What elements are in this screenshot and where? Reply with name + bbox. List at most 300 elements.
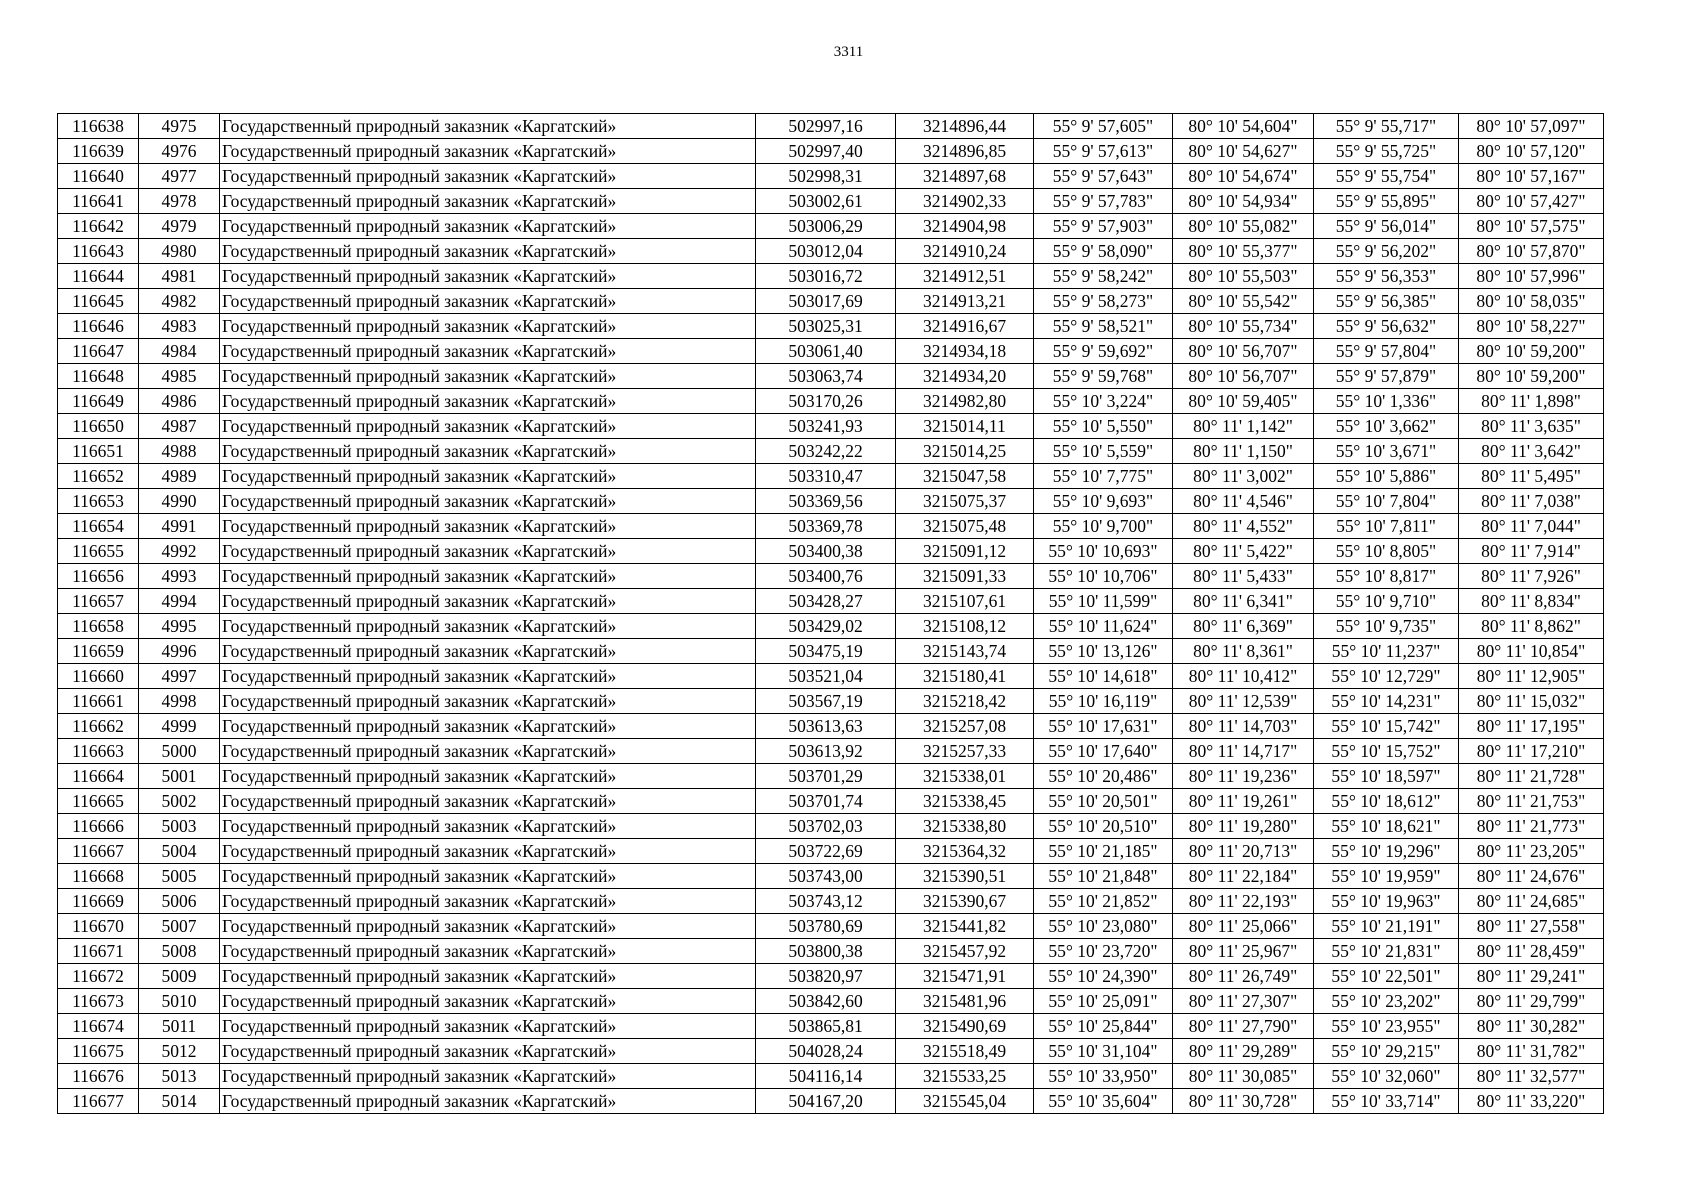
point-number-cell: 4997	[139, 664, 220, 689]
table-row	[58, 664, 1604, 689]
name-cell: Государственный природный заказник «Каргатский»	[220, 1039, 756, 1064]
longitude-1-cell: 80° 11' 6,341"	[1173, 589, 1314, 614]
name-cell: Государственный природный заказник «Каргатский»	[220, 1064, 756, 1089]
latitude-2-cell: 55° 10' 18,612"	[1314, 789, 1459, 814]
record-id-cell: 116665	[58, 789, 139, 814]
longitude-1-cell: 80° 10' 54,934"	[1173, 189, 1314, 214]
latitude-2-cell: 55° 10' 18,597"	[1314, 764, 1459, 789]
point-number-cell: 5008	[139, 939, 220, 964]
point-number-cell: 4998	[139, 689, 220, 714]
longitude-2-cell: 80° 11' 21,753"	[1459, 789, 1604, 814]
x-coordinate-cell: 503400,38	[756, 539, 896, 564]
longitude-2-cell: 80° 11' 12,905"	[1459, 664, 1604, 689]
longitude-2-cell: 80° 10' 57,120"	[1459, 139, 1604, 164]
record-id-cell: 116642	[58, 214, 139, 239]
table-row	[58, 789, 1604, 814]
point-number-cell: 4993	[139, 564, 220, 589]
longitude-1-cell: 80° 10' 55,082"	[1173, 214, 1314, 239]
longitude-2-cell: 80° 11' 29,799"	[1459, 989, 1604, 1014]
point-number-cell: 4984	[139, 339, 220, 364]
y-coordinate-cell: 3215338,01	[896, 764, 1034, 789]
latitude-1-cell: 55° 10' 3,224"	[1034, 389, 1173, 414]
latitude-2-cell: 55° 10' 23,955"	[1314, 1014, 1459, 1039]
y-coordinate-cell: 3215338,80	[896, 814, 1034, 839]
point-number-cell: 4988	[139, 439, 220, 464]
x-coordinate-cell: 503061,40	[756, 339, 896, 364]
longitude-2-cell: 80° 11' 8,834"	[1459, 589, 1604, 614]
longitude-2-cell: 80° 11' 24,685"	[1459, 889, 1604, 914]
table-row	[58, 814, 1604, 839]
table-row	[58, 414, 1604, 439]
latitude-2-cell: 55° 10' 1,336"	[1314, 389, 1459, 414]
longitude-1-cell: 80° 11' 25,066"	[1173, 914, 1314, 939]
x-coordinate-cell: 504116,14	[756, 1064, 896, 1089]
x-coordinate-cell: 503400,76	[756, 564, 896, 589]
y-coordinate-cell: 3214912,51	[896, 264, 1034, 289]
longitude-2-cell: 80° 10' 58,227"	[1459, 314, 1604, 339]
longitude-1-cell: 80° 11' 22,193"	[1173, 889, 1314, 914]
x-coordinate-cell: 503241,93	[756, 414, 896, 439]
latitude-2-cell: 55° 9' 57,804"	[1314, 339, 1459, 364]
table-row	[58, 214, 1604, 239]
y-coordinate-cell: 3215481,96	[896, 989, 1034, 1014]
x-coordinate-cell: 503016,72	[756, 264, 896, 289]
record-id-cell: 116657	[58, 589, 139, 614]
latitude-2-cell: 55° 9' 55,725"	[1314, 139, 1459, 164]
longitude-2-cell: 80° 11' 3,635"	[1459, 414, 1604, 439]
latitude-2-cell: 55° 9' 57,879"	[1314, 364, 1459, 389]
latitude-1-cell: 55° 9' 57,783"	[1034, 189, 1173, 214]
y-coordinate-cell: 3214913,21	[896, 289, 1034, 314]
name-cell: Государственный природный заказник «Каргатский»	[220, 439, 756, 464]
table-row	[58, 839, 1604, 864]
record-id-cell: 116651	[58, 439, 139, 464]
longitude-2-cell: 80° 11' 32,577"	[1459, 1064, 1604, 1089]
point-number-cell: 5001	[139, 764, 220, 789]
table-row	[58, 589, 1604, 614]
latitude-1-cell: 55° 10' 16,119"	[1034, 689, 1173, 714]
latitude-2-cell: 55° 9' 55,895"	[1314, 189, 1459, 214]
table-row	[58, 614, 1604, 639]
longitude-2-cell: 80° 11' 31,782"	[1459, 1039, 1604, 1064]
latitude-2-cell: 55° 10' 21,831"	[1314, 939, 1459, 964]
y-coordinate-cell: 3215518,49	[896, 1039, 1034, 1064]
y-coordinate-cell: 3215257,08	[896, 714, 1034, 739]
point-number-cell: 4981	[139, 264, 220, 289]
record-id-cell: 116661	[58, 689, 139, 714]
latitude-2-cell: 55° 10' 3,671"	[1314, 439, 1459, 464]
point-number-cell: 5004	[139, 839, 220, 864]
y-coordinate-cell: 3214934,20	[896, 364, 1034, 389]
point-number-cell: 4979	[139, 214, 220, 239]
longitude-2-cell: 80° 11' 27,558"	[1459, 914, 1604, 939]
x-coordinate-cell: 502997,40	[756, 139, 896, 164]
table-row	[58, 439, 1604, 464]
latitude-1-cell: 55° 10' 10,693"	[1034, 539, 1173, 564]
coordinates-table	[57, 113, 1604, 1114]
latitude-1-cell: 55° 10' 21,852"	[1034, 889, 1173, 914]
record-id-cell: 116653	[58, 489, 139, 514]
y-coordinate-cell: 3215490,69	[896, 1014, 1034, 1039]
table-row	[58, 564, 1604, 589]
longitude-1-cell: 80° 11' 30,728"	[1173, 1089, 1314, 1114]
latitude-2-cell: 55° 10' 23,202"	[1314, 989, 1459, 1014]
longitude-1-cell: 80° 11' 19,280"	[1173, 814, 1314, 839]
latitude-1-cell: 55° 10' 21,848"	[1034, 864, 1173, 889]
name-cell: Государственный природный заказник «Каргатский»	[220, 364, 756, 389]
table-row	[58, 689, 1604, 714]
table-row	[58, 1039, 1604, 1064]
point-number-cell: 5005	[139, 864, 220, 889]
longitude-2-cell: 80° 11' 8,862"	[1459, 614, 1604, 639]
point-number-cell: 4992	[139, 539, 220, 564]
table-row	[58, 464, 1604, 489]
longitude-1-cell: 80° 11' 6,369"	[1173, 614, 1314, 639]
longitude-2-cell: 80° 10' 57,097"	[1459, 114, 1604, 139]
longitude-1-cell: 80° 11' 19,236"	[1173, 764, 1314, 789]
name-cell: Государственный природный заказник «Каргатский»	[220, 689, 756, 714]
table-row	[58, 389, 1604, 414]
y-coordinate-cell: 3214934,18	[896, 339, 1034, 364]
longitude-1-cell: 80° 10' 54,604"	[1173, 114, 1314, 139]
longitude-1-cell: 80° 11' 12,539"	[1173, 689, 1314, 714]
x-coordinate-cell: 503820,97	[756, 964, 896, 989]
x-coordinate-cell: 503865,81	[756, 1014, 896, 1039]
record-id-cell: 116673	[58, 989, 139, 1014]
y-coordinate-cell: 3214916,67	[896, 314, 1034, 339]
x-coordinate-cell: 503475,19	[756, 639, 896, 664]
longitude-2-cell: 80° 11' 28,459"	[1459, 939, 1604, 964]
name-cell: Государственный природный заказник «Каргатский»	[220, 864, 756, 889]
y-coordinate-cell: 3215390,51	[896, 864, 1034, 889]
name-cell: Государственный природный заказник «Каргатский»	[220, 789, 756, 814]
latitude-1-cell: 55° 10' 17,640"	[1034, 739, 1173, 764]
longitude-1-cell: 80° 11' 5,433"	[1173, 564, 1314, 589]
y-coordinate-cell: 3215218,42	[896, 689, 1034, 714]
latitude-1-cell: 55° 10' 20,510"	[1034, 814, 1173, 839]
y-coordinate-cell: 3215075,48	[896, 514, 1034, 539]
name-cell: Государственный природный заказник «Каргатский»	[220, 589, 756, 614]
name-cell: Государственный природный заказник «Каргатский»	[220, 739, 756, 764]
latitude-2-cell: 55° 10' 19,296"	[1314, 839, 1459, 864]
point-number-cell: 4978	[139, 189, 220, 214]
x-coordinate-cell: 503743,12	[756, 889, 896, 914]
point-number-cell: 5009	[139, 964, 220, 989]
name-cell: Государственный природный заказник «Каргатский»	[220, 1089, 756, 1114]
x-coordinate-cell: 502997,16	[756, 114, 896, 139]
table-row	[58, 914, 1604, 939]
name-cell: Государственный природный заказник «Каргатский»	[220, 389, 756, 414]
latitude-2-cell: 55° 10' 18,621"	[1314, 814, 1459, 839]
name-cell: Государственный природный заказник «Каргатский»	[220, 414, 756, 439]
x-coordinate-cell: 503842,60	[756, 989, 896, 1014]
name-cell: Государственный природный заказник «Каргатский»	[220, 189, 756, 214]
longitude-2-cell: 80° 11' 17,210"	[1459, 739, 1604, 764]
latitude-1-cell: 55° 10' 23,080"	[1034, 914, 1173, 939]
record-id-cell: 116646	[58, 314, 139, 339]
latitude-2-cell: 55° 10' 15,742"	[1314, 714, 1459, 739]
longitude-2-cell: 80° 11' 5,495"	[1459, 464, 1604, 489]
record-id-cell: 116672	[58, 964, 139, 989]
x-coordinate-cell: 503701,29	[756, 764, 896, 789]
latitude-1-cell: 55° 9' 59,692"	[1034, 339, 1173, 364]
point-number-cell: 5012	[139, 1039, 220, 1064]
x-coordinate-cell: 503780,69	[756, 914, 896, 939]
longitude-1-cell: 80° 11' 27,790"	[1173, 1014, 1314, 1039]
latitude-1-cell: 55° 9' 57,613"	[1034, 139, 1173, 164]
latitude-1-cell: 55° 10' 24,390"	[1034, 964, 1173, 989]
y-coordinate-cell: 3215075,37	[896, 489, 1034, 514]
longitude-2-cell: 80° 11' 7,926"	[1459, 564, 1604, 589]
point-number-cell: 5014	[139, 1089, 220, 1114]
x-coordinate-cell: 503613,63	[756, 714, 896, 739]
y-coordinate-cell: 3215441,82	[896, 914, 1034, 939]
x-coordinate-cell: 503170,26	[756, 389, 896, 414]
table-row	[58, 264, 1604, 289]
name-cell: Государственный природный заказник «Каргатский»	[220, 889, 756, 914]
x-coordinate-cell: 503701,74	[756, 789, 896, 814]
latitude-1-cell: 55° 9' 58,090"	[1034, 239, 1173, 264]
latitude-1-cell: 55° 10' 9,700"	[1034, 514, 1173, 539]
longitude-1-cell: 80° 11' 19,261"	[1173, 789, 1314, 814]
record-id-cell: 116647	[58, 339, 139, 364]
latitude-1-cell: 55° 9' 58,521"	[1034, 314, 1173, 339]
latitude-1-cell: 55° 9' 57,903"	[1034, 214, 1173, 239]
record-id-cell: 116677	[58, 1089, 139, 1114]
record-id-cell: 116645	[58, 289, 139, 314]
latitude-2-cell: 55° 10' 7,804"	[1314, 489, 1459, 514]
table-row	[58, 539, 1604, 564]
table-row	[58, 989, 1604, 1014]
longitude-1-cell: 80° 11' 14,717"	[1173, 739, 1314, 764]
record-id-cell: 116648	[58, 364, 139, 389]
longitude-1-cell: 80° 11' 27,307"	[1173, 989, 1314, 1014]
longitude-1-cell: 80° 10' 56,707"	[1173, 339, 1314, 364]
latitude-2-cell: 55° 9' 56,202"	[1314, 239, 1459, 264]
name-cell: Государственный природный заказник «Каргатский»	[220, 1014, 756, 1039]
table-row	[58, 364, 1604, 389]
longitude-2-cell: 80° 11' 7,038"	[1459, 489, 1604, 514]
latitude-2-cell: 55° 10' 5,886"	[1314, 464, 1459, 489]
latitude-1-cell: 55° 10' 5,550"	[1034, 414, 1173, 439]
longitude-2-cell: 80° 11' 30,282"	[1459, 1014, 1604, 1039]
x-coordinate-cell: 504028,24	[756, 1039, 896, 1064]
latitude-1-cell: 55° 9' 59,768"	[1034, 364, 1173, 389]
y-coordinate-cell: 3215471,91	[896, 964, 1034, 989]
longitude-1-cell: 80° 11' 8,361"	[1173, 639, 1314, 664]
longitude-1-cell: 80° 10' 54,627"	[1173, 139, 1314, 164]
point-number-cell: 4975	[139, 114, 220, 139]
table-row	[58, 114, 1604, 139]
x-coordinate-cell: 503002,61	[756, 189, 896, 214]
longitude-1-cell: 80° 11' 1,142"	[1173, 414, 1314, 439]
latitude-1-cell: 55° 10' 33,950"	[1034, 1064, 1173, 1089]
x-coordinate-cell: 503369,56	[756, 489, 896, 514]
point-number-cell: 4977	[139, 164, 220, 189]
longitude-2-cell: 80° 10' 57,575"	[1459, 214, 1604, 239]
point-number-cell: 5006	[139, 889, 220, 914]
y-coordinate-cell: 3215457,92	[896, 939, 1034, 964]
page-number: 3311	[833, 44, 864, 60]
latitude-1-cell: 55° 10' 25,091"	[1034, 989, 1173, 1014]
latitude-2-cell: 55° 10' 19,959"	[1314, 864, 1459, 889]
point-number-cell: 5010	[139, 989, 220, 1014]
longitude-2-cell: 80° 11' 15,032"	[1459, 689, 1604, 714]
name-cell: Государственный природный заказник «Каргатский»	[220, 964, 756, 989]
longitude-1-cell: 80° 10' 54,674"	[1173, 164, 1314, 189]
table-row	[58, 964, 1604, 989]
x-coordinate-cell: 503722,69	[756, 839, 896, 864]
table-row	[58, 1089, 1604, 1114]
y-coordinate-cell: 3214982,80	[896, 389, 1034, 414]
point-number-cell: 5003	[139, 814, 220, 839]
name-cell: Государственный природный заказник «Каргатский»	[220, 664, 756, 689]
longitude-1-cell: 80° 10' 55,377"	[1173, 239, 1314, 264]
longitude-2-cell: 80° 11' 7,044"	[1459, 514, 1604, 539]
y-coordinate-cell: 3214910,24	[896, 239, 1034, 264]
x-coordinate-cell: 503012,04	[756, 239, 896, 264]
latitude-1-cell: 55° 9' 57,605"	[1034, 114, 1173, 139]
record-id-cell: 116640	[58, 164, 139, 189]
y-coordinate-cell: 3215545,04	[896, 1089, 1034, 1114]
longitude-2-cell: 80° 11' 24,676"	[1459, 864, 1604, 889]
latitude-2-cell: 55° 10' 9,710"	[1314, 589, 1459, 614]
name-cell: Государственный природный заказник «Каргатский»	[220, 214, 756, 239]
name-cell: Государственный природный заказник «Каргатский»	[220, 564, 756, 589]
record-id-cell: 116655	[58, 539, 139, 564]
x-coordinate-cell: 503310,47	[756, 464, 896, 489]
name-cell: Государственный природный заказник «Каргатский»	[220, 939, 756, 964]
point-number-cell: 4996	[139, 639, 220, 664]
point-number-cell: 5000	[139, 739, 220, 764]
table-row	[58, 314, 1604, 339]
point-number-cell: 4976	[139, 139, 220, 164]
table-row	[58, 164, 1604, 189]
record-id-cell: 116641	[58, 189, 139, 214]
record-id-cell: 116649	[58, 389, 139, 414]
point-number-cell: 5002	[139, 789, 220, 814]
table-row	[58, 739, 1604, 764]
table-row	[58, 139, 1604, 164]
longitude-2-cell: 80° 11' 33,220"	[1459, 1089, 1604, 1114]
x-coordinate-cell: 503429,02	[756, 614, 896, 639]
record-id-cell: 116668	[58, 864, 139, 889]
record-id-cell: 116650	[58, 414, 139, 439]
longitude-1-cell: 80° 11' 22,184"	[1173, 864, 1314, 889]
latitude-1-cell: 55° 10' 7,775"	[1034, 464, 1173, 489]
latitude-1-cell: 55° 9' 58,273"	[1034, 289, 1173, 314]
longitude-1-cell: 80° 10' 55,734"	[1173, 314, 1314, 339]
name-cell: Государственный природный заказник «Каргатский»	[220, 289, 756, 314]
record-id-cell: 116666	[58, 814, 139, 839]
x-coordinate-cell: 503521,04	[756, 664, 896, 689]
latitude-1-cell: 55° 10' 13,126"	[1034, 639, 1173, 664]
longitude-1-cell: 80° 11' 1,150"	[1173, 439, 1314, 464]
longitude-1-cell: 80° 11' 30,085"	[1173, 1064, 1314, 1089]
y-coordinate-cell: 3215364,32	[896, 839, 1034, 864]
longitude-1-cell: 80° 11' 20,713"	[1173, 839, 1314, 864]
x-coordinate-cell: 503800,38	[756, 939, 896, 964]
y-coordinate-cell: 3215180,41	[896, 664, 1034, 689]
table-row	[58, 289, 1604, 314]
latitude-2-cell: 55° 10' 32,060"	[1314, 1064, 1459, 1089]
y-coordinate-cell: 3214896,85	[896, 139, 1034, 164]
point-number-cell: 5007	[139, 914, 220, 939]
y-coordinate-cell: 3215257,33	[896, 739, 1034, 764]
latitude-2-cell: 55° 10' 3,662"	[1314, 414, 1459, 439]
latitude-2-cell: 55° 10' 12,729"	[1314, 664, 1459, 689]
x-coordinate-cell: 503428,27	[756, 589, 896, 614]
record-id-cell: 116652	[58, 464, 139, 489]
longitude-1-cell: 80° 11' 26,749"	[1173, 964, 1314, 989]
x-coordinate-cell: 503613,92	[756, 739, 896, 764]
y-coordinate-cell: 3214897,68	[896, 164, 1034, 189]
point-number-cell: 4982	[139, 289, 220, 314]
name-cell: Государственный природный заказник «Каргатский»	[220, 764, 756, 789]
longitude-2-cell: 80° 10' 57,870"	[1459, 239, 1604, 264]
y-coordinate-cell: 3215107,61	[896, 589, 1034, 614]
record-id-cell: 116670	[58, 914, 139, 939]
table-row	[58, 1064, 1604, 1089]
latitude-2-cell: 55° 10' 21,191"	[1314, 914, 1459, 939]
record-id-cell: 116676	[58, 1064, 139, 1089]
record-id-cell: 116674	[58, 1014, 139, 1039]
latitude-1-cell: 55° 10' 21,185"	[1034, 839, 1173, 864]
record-id-cell: 116667	[58, 839, 139, 864]
name-cell: Государственный природный заказник «Каргатский»	[220, 139, 756, 164]
point-number-cell: 4985	[139, 364, 220, 389]
x-coordinate-cell: 503006,29	[756, 214, 896, 239]
latitude-2-cell: 55° 9' 55,754"	[1314, 164, 1459, 189]
latitude-1-cell: 55° 10' 9,693"	[1034, 489, 1173, 514]
longitude-2-cell: 80° 11' 1,898"	[1459, 389, 1604, 414]
y-coordinate-cell: 3214904,98	[896, 214, 1034, 239]
latitude-1-cell: 55° 9' 57,643"	[1034, 164, 1173, 189]
x-coordinate-cell: 503369,78	[756, 514, 896, 539]
name-cell: Государственный природный заказник «Каргатский»	[220, 539, 756, 564]
record-id-cell: 116671	[58, 939, 139, 964]
longitude-2-cell: 80° 11' 29,241"	[1459, 964, 1604, 989]
y-coordinate-cell: 3215091,12	[896, 539, 1034, 564]
name-cell: Государственный природный заказник «Каргатский»	[220, 614, 756, 639]
table-row	[58, 889, 1604, 914]
table-row	[58, 939, 1604, 964]
record-id-cell: 116639	[58, 139, 139, 164]
record-id-cell: 116664	[58, 764, 139, 789]
latitude-1-cell: 55° 10' 25,844"	[1034, 1014, 1173, 1039]
y-coordinate-cell: 3215533,25	[896, 1064, 1034, 1089]
latitude-2-cell: 55° 10' 14,231"	[1314, 689, 1459, 714]
latitude-2-cell: 55° 9' 55,717"	[1314, 114, 1459, 139]
longitude-2-cell: 80° 10' 59,200"	[1459, 339, 1604, 364]
y-coordinate-cell: 3215108,12	[896, 614, 1034, 639]
record-id-cell: 116644	[58, 264, 139, 289]
longitude-1-cell: 80° 11' 4,552"	[1173, 514, 1314, 539]
point-number-cell: 4986	[139, 389, 220, 414]
longitude-2-cell: 80° 11' 23,205"	[1459, 839, 1604, 864]
longitude-2-cell: 80° 11' 3,642"	[1459, 439, 1604, 464]
longitude-1-cell: 80° 11' 14,703"	[1173, 714, 1314, 739]
longitude-2-cell: 80° 10' 58,035"	[1459, 289, 1604, 314]
latitude-1-cell: 55° 10' 20,486"	[1034, 764, 1173, 789]
y-coordinate-cell: 3215143,74	[896, 639, 1034, 664]
longitude-2-cell: 80° 10' 57,996"	[1459, 264, 1604, 289]
latitude-2-cell: 55° 9' 56,353"	[1314, 264, 1459, 289]
longitude-1-cell: 80° 11' 25,967"	[1173, 939, 1314, 964]
name-cell: Государственный природный заказник «Каргатский»	[220, 114, 756, 139]
name-cell: Государственный природный заказник «Каргатский»	[220, 489, 756, 514]
y-coordinate-cell: 3215338,45	[896, 789, 1034, 814]
